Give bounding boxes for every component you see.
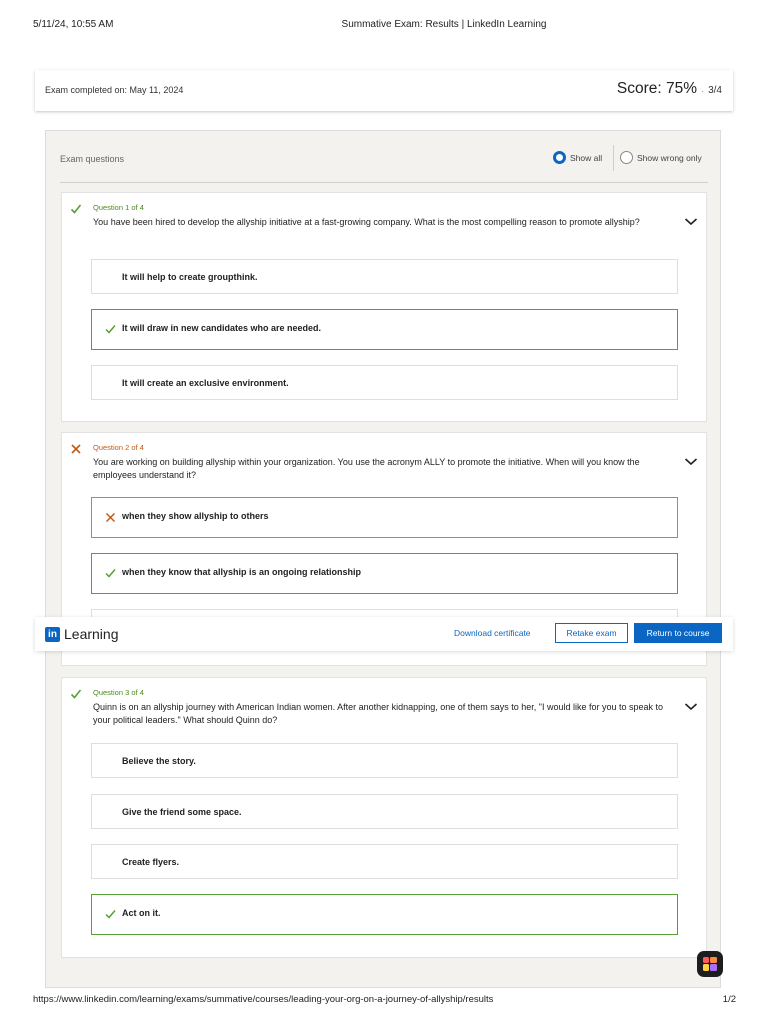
filter-divider bbox=[613, 145, 614, 171]
linkedin-logo-icon: in bbox=[45, 627, 60, 642]
panel-heading: Exam questions bbox=[60, 154, 125, 164]
print-date: 5/11/24, 10:55 AM bbox=[33, 19, 114, 30]
question-number: Question 2 of 4 bbox=[93, 443, 144, 452]
print-url: https://www.linkedin.com/learning/exams/summative/courses/leading-your-org-on-a-journey-of-allyship/results bbox=[33, 994, 494, 1005]
chevron-down-icon[interactable] bbox=[684, 217, 698, 226]
filter-show-all[interactable] bbox=[553, 151, 602, 164]
question-text: Quinn is on an allyship journey with American Indian women. After another kidnapping, one of them says to her, "I would like for you to speak to your political leaders." What should Quinn do? bbox=[93, 702, 664, 725]
option-text: Give the friend some space. bbox=[122, 807, 242, 817]
option-text: It will create an exclusive environment. bbox=[122, 378, 289, 388]
chevron-down-icon[interactable] bbox=[684, 457, 698, 466]
app-launcher-icon[interactable] bbox=[697, 951, 723, 977]
filter-show-all-label: Show all bbox=[570, 152, 603, 163]
logo-text: Learning bbox=[64, 626, 119, 642]
answer-option bbox=[91, 794, 678, 829]
cross-icon bbox=[105, 512, 116, 523]
option-text: when they know that allyship is an ongoing relationship bbox=[122, 567, 362, 577]
question-text: You are working on building allyship within your organization. You use the acronym ALLY to promote the initiative. When will you know the employees understand it? bbox=[93, 457, 640, 480]
filter-show-wrong-label: Show wrong only bbox=[637, 152, 702, 163]
question-number: Question 1 of 4 bbox=[93, 203, 144, 212]
exam-questions-panel bbox=[45, 130, 721, 988]
check-icon bbox=[105, 909, 116, 920]
cross-icon bbox=[70, 443, 82, 455]
score-fraction: 3/4 bbox=[708, 85, 722, 96]
option-text: It will draw in new candidates who are needed. bbox=[122, 323, 322, 333]
answer-option-correct bbox=[91, 894, 678, 935]
linkedin-learning-logo[interactable] bbox=[45, 626, 119, 642]
check-icon bbox=[105, 568, 116, 579]
radio-selected-icon[interactable] bbox=[553, 151, 566, 164]
retake-exam-button[interactable]: Retake exam bbox=[555, 623, 628, 643]
download-certificate-link[interactable]: Download certificate bbox=[454, 628, 531, 638]
answer-option-correct bbox=[91, 553, 678, 594]
print-footer bbox=[0, 994, 768, 1008]
app-launcher-glyph bbox=[697, 951, 723, 977]
answer-option-wrong bbox=[91, 497, 678, 538]
score-separator: · bbox=[701, 87, 704, 96]
option-text: Believe the story. bbox=[122, 756, 196, 766]
answer-option bbox=[91, 259, 678, 294]
divider bbox=[60, 182, 708, 183]
chevron-down-icon[interactable] bbox=[684, 702, 698, 711]
question-number: Question 3 of 4 bbox=[93, 688, 144, 697]
option-text: Act on it. bbox=[122, 908, 161, 918]
completion-date: Exam completed on: May 11, 2024 bbox=[45, 85, 184, 95]
option-text: when they show allyship to others bbox=[122, 511, 269, 521]
answer-option bbox=[91, 743, 678, 778]
answer-option bbox=[91, 844, 678, 879]
print-title: Summative Exam: Results | LinkedIn Learning bbox=[341, 19, 547, 30]
question-card-3 bbox=[61, 677, 707, 958]
option-text: Create flyers. bbox=[122, 857, 180, 867]
learning-action-bar bbox=[35, 617, 733, 651]
exam-summary-card bbox=[35, 70, 733, 111]
question-card-1 bbox=[61, 192, 707, 422]
return-to-course-button[interactable]: Return to course bbox=[634, 623, 722, 643]
question-text: You have been hired to develop the allyship initiative at a fast-growing company. What is the most compelling reason to promote allyship? bbox=[93, 217, 640, 227]
check-icon bbox=[70, 203, 82, 215]
print-header bbox=[0, 19, 768, 33]
radio-icon[interactable] bbox=[620, 151, 633, 164]
check-icon bbox=[70, 688, 82, 700]
answer-option-correct bbox=[91, 309, 678, 350]
print-page-number: 1/2 bbox=[722, 994, 736, 1005]
check-icon bbox=[105, 324, 116, 335]
option-text: It will help to create groupthink. bbox=[122, 272, 258, 282]
score-percent: Score: 75% bbox=[616, 80, 697, 97]
answer-option bbox=[91, 365, 678, 400]
filter-show-wrong[interactable] bbox=[620, 151, 702, 164]
